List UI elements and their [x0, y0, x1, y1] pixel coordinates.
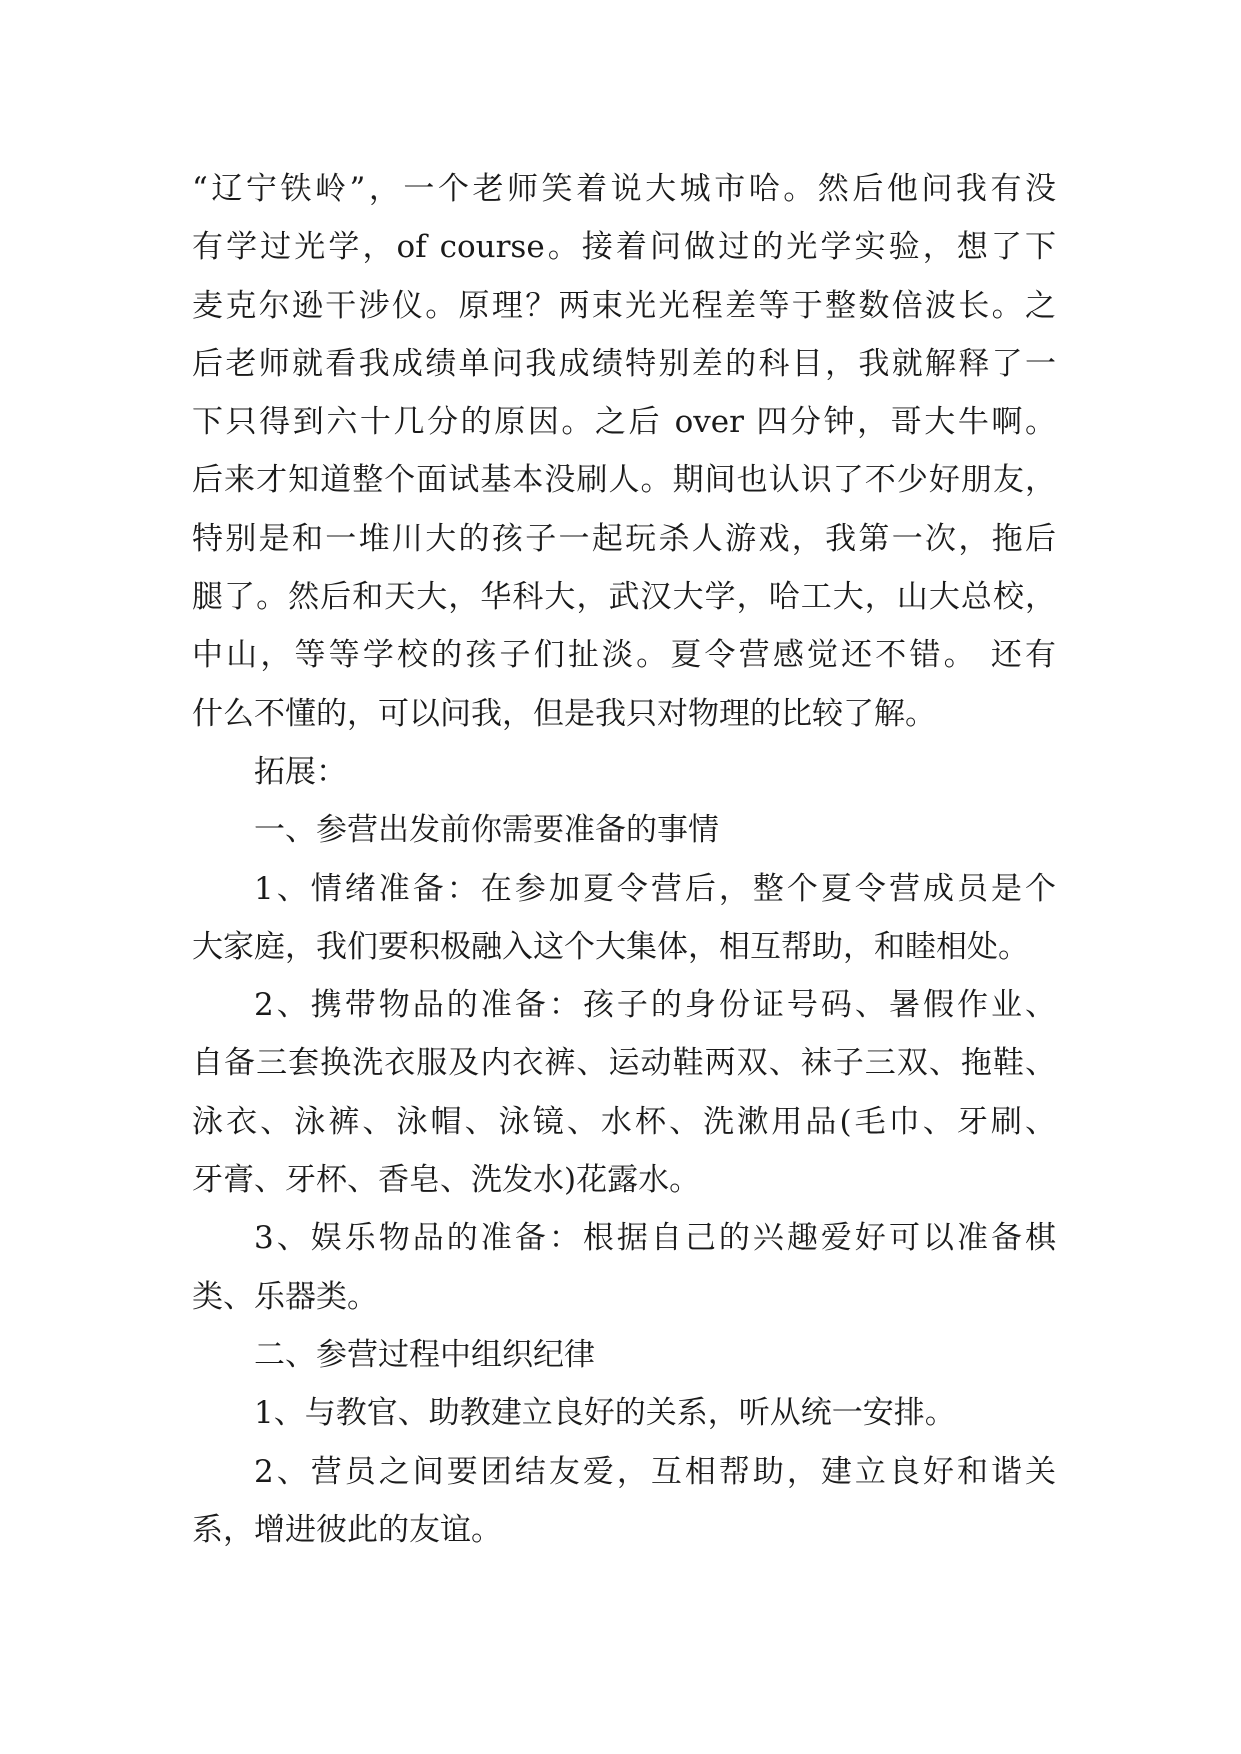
text-line: 腿了。然后和天大，华科大，武汉大学，哈工大，山大总校， — [192, 579, 1056, 616]
text-line: 泳衣、泳裤、泳帽、泳镜、水杯、洗漱用品(毛巾、牙刷、 — [192, 1103, 1056, 1140]
text-line: 什么不懂的，可以问我，但是我只对物理的比较了解。 — [192, 695, 936, 732]
text-line: 下只得到六十几分的原因。之后 over 四分钟，哥大牛啊。 — [192, 404, 1056, 441]
text-line: 1、与教官、助教建立良好的关系，听从统一安排。 — [254, 1395, 956, 1432]
text-line: 麦克尔逊干涉仪。原理？两束光光程差等于整数倍波长。之 — [192, 287, 1056, 324]
text-line: 自备三套换洗衣服及内衣裤、运动鞋两双、袜子三双、拖鞋、 — [192, 1045, 1056, 1082]
text-line: 特别是和一堆川大的孩子一起玩杀人游戏，我第一次，拖后 — [192, 520, 1056, 557]
text-line: 中山，等等学校的孩子们扯淡。夏令营感觉还不错。 还有 — [192, 637, 1056, 674]
text-line: 大家庭，我们要积极融入这个大集体，相互帮助，和睦相处。 — [192, 928, 1029, 965]
text-line: 类、乐器类。 — [192, 1278, 378, 1315]
text-line: “辽宁铁岭”，一个老师笑着说大城市哈。然后他问我有没 — [192, 171, 1056, 207]
text-line: 后老师就看我成绩单问我成绩特别差的科目，我就解释了一 — [192, 345, 1056, 382]
document-body — [192, 160, 1056, 1559]
section-heading: 二、参营过程中组织纪律 — [254, 1336, 595, 1373]
text-line: 2、营员之间要团结友爱，互相帮助，建立良好和谐关 — [254, 1453, 1056, 1490]
text-line: 1、情绪准备：在参加夏令营后，整个夏令营成员是个 — [254, 870, 1056, 907]
text-line: 有学过光学，of course。接着问做过的光学实验，想了下 — [192, 229, 1056, 266]
section-heading: 一、参营出发前你需要准备的事情 — [254, 812, 719, 849]
text-line: 系，增进彼此的友谊。 — [192, 1511, 502, 1548]
text-line: 牙膏、牙杯、香皂、洗发水)花露水。 — [192, 1162, 701, 1199]
text-line: 2、携带物品的准备：孩子的身份证号码、暑假作业、 — [254, 987, 1056, 1024]
section-heading: 拓展： — [254, 753, 347, 790]
text-line: 3、娱乐物品的准备：根据自己的兴趣爱好可以准备棋 — [254, 1220, 1056, 1257]
text-line: 后来才知道整个面试基本没刷人。期间也认识了不少好朋友， — [192, 462, 1056, 499]
